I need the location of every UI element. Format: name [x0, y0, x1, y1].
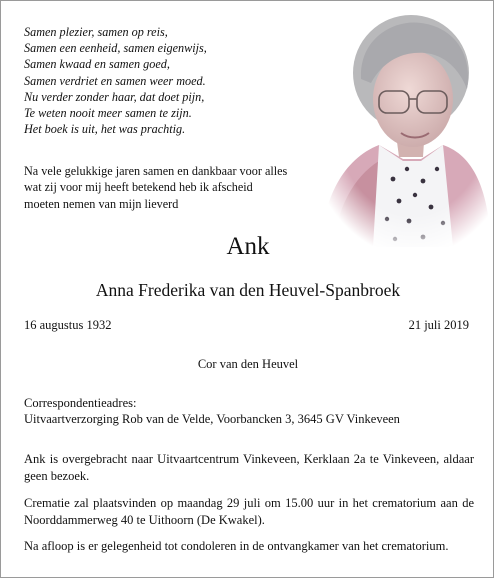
mourner-name: Cor van den Heuvel: [197, 357, 299, 371]
poem-line: Samen verdriet en samen weer moed.: [24, 73, 206, 88]
transfer-paragraph: Ank is overgebracht naar Uitvaartcentrum Vinkeveen, Kerklaan 2a te Vinkeveen, aldaar geen bezoek.: [24, 452, 474, 483]
correspondence-address: [24, 395, 400, 427]
condolence-paragraph: Na afloop is er gelegenheid tot condoleren in de ontvangkamer van het crematorium.: [24, 539, 449, 553]
birth-date: 16 augustus 1932: [24, 318, 112, 332]
deceased-full-name: Anna Frederika van den Heuvel-Spanbroek: [95, 280, 401, 300]
portrait-photo: [313, 9, 491, 247]
intro-text: [24, 163, 324, 212]
correspondence-address-line: Uitvaartverzorging Rob van de Velde, Voorbancken 3, 3645 GV Vinkeveen: [24, 412, 400, 426]
intro-line: Na vele gelukkige jaren samen en dankbaar voor alles: [24, 164, 288, 178]
poem-line: Nu verder zonder haar, dat doet pijn,: [24, 89, 205, 104]
poem-line: Samen plezier, samen op reis,: [24, 25, 168, 39]
poem-line: Samen kwaad en samen goed,: [24, 57, 170, 72]
cremation-paragraph: Crematie zal plaatsvinden op maandag 29 juli om 15.00 uur in het crematorium aan de Noorddammerweg 40 te Uithoorn (De Kwakel).: [24, 496, 474, 527]
correspondence-label: Correspondentieadres:: [24, 396, 137, 410]
poem-line: Samen een eenheid, samen eigenwijs,: [24, 41, 207, 56]
poem: [24, 24, 207, 137]
intro-line: moeten nemen van mijn lieverd: [24, 196, 179, 211]
intro-line: wat zij voor mij heeft betekend heb ik afscheid: [24, 180, 253, 195]
deceased-name: Ank: [226, 233, 270, 260]
death-date: 21 juli 2019: [408, 318, 469, 332]
poem-line: Te weten nooit meer samen te zijn.: [24, 106, 192, 121]
poem-line: Het boek is uit, het was prachtig.: [24, 122, 186, 137]
